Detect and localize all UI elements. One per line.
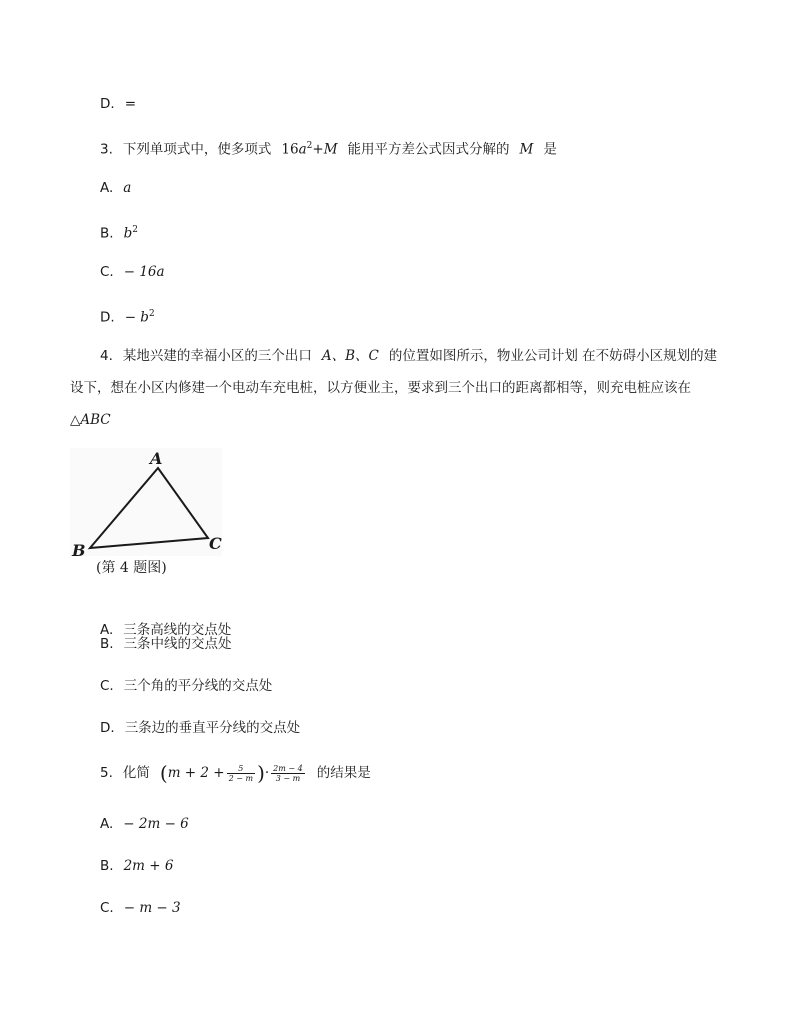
question-number: 5.	[100, 765, 113, 781]
option-text: 三个角的平分线的交点处	[123, 678, 273, 694]
question-number: 4.	[100, 348, 113, 364]
option-label: A.	[100, 622, 114, 638]
option-math: − 2m − 6	[123, 816, 189, 832]
option-label: D.	[100, 96, 115, 112]
vertex-label-b: B	[72, 541, 86, 560]
q3-option-b	[100, 220, 138, 244]
option-text: =	[124, 96, 136, 112]
triangle-abc: △ABC	[70, 412, 111, 428]
question-text: 的位置如图所示，物业公司计划 在不妨碍小区规划的建设下，想在小区内修建一个电动车充电桩，以方便业主，要求到三个出口的距离都相等，则充电桩应该在	[70, 348, 718, 396]
option-math: b	[123, 225, 133, 242]
option-text: 三条高线的交点处	[123, 622, 232, 638]
q3-option-d	[100, 304, 155, 328]
option-label: A.	[100, 180, 114, 196]
option-label: B.	[100, 225, 114, 242]
question-text: 能用平方差公式因式分解的	[347, 141, 510, 158]
expr-coef: 16	[281, 141, 299, 158]
fraction-2-numerator: 2m − 4	[273, 763, 303, 773]
q5-option-a	[100, 814, 189, 834]
option-math: a	[123, 180, 132, 196]
figure-background	[70, 448, 222, 556]
q5-option-c	[100, 898, 181, 918]
option-exp: 2	[132, 225, 138, 235]
option-math: − m − 3	[123, 900, 181, 916]
q4-option-b	[100, 634, 232, 654]
question-text: 某地兴建的幸福小区的三个出口	[122, 348, 312, 364]
option-label: B.	[100, 636, 114, 652]
option-label: A.	[100, 816, 114, 832]
expr-lead: m + 2 +	[167, 765, 225, 781]
option-math: − 16a	[123, 264, 165, 280]
question-4	[70, 340, 730, 436]
question-text: 是	[543, 141, 557, 158]
q3-option-c	[100, 262, 165, 282]
q4-option-d	[100, 718, 300, 738]
option-text: 三条边的垂直平分线的交点处	[124, 720, 301, 736]
fraction-1	[227, 764, 255, 783]
question-3	[100, 136, 557, 160]
question-text: 的结果是	[316, 765, 371, 781]
q5-option-b	[100, 856, 173, 876]
fraction-2	[271, 764, 305, 783]
figure-caption: (第 4 题图)	[96, 560, 167, 576]
option-label: C.	[100, 678, 114, 694]
q3-option-a	[100, 178, 131, 198]
multiply-dot: ·	[264, 765, 270, 781]
question-text: 下列单项式中，使多项式	[122, 141, 272, 158]
exit-points: A、B、C	[321, 348, 379, 364]
option-d-prev	[100, 94, 136, 114]
var-m: M	[519, 141, 534, 158]
vertex-label-c: C	[209, 534, 222, 553]
expr-var: a	[298, 141, 307, 158]
option-exp: 2	[148, 309, 155, 319]
option-text: 三条中线的交点处	[123, 636, 232, 652]
expr-m: M	[323, 141, 338, 158]
vertex-label-a: A	[150, 449, 163, 468]
question-number: 3.	[100, 141, 113, 158]
fraction-1-denominator: 2 − m	[228, 773, 254, 783]
triangle-figure	[70, 448, 230, 580]
question-5: 5. 化简 (m + 2 + $\frac{5}{2 - m}$ )· $\frac{2m - 4}{3 - m}$ 的结果是	[100, 761, 371, 785]
expr-plus: +	[312, 141, 324, 158]
option-label: D.	[100, 720, 115, 736]
option-label: C.	[100, 900, 114, 916]
option-label: B.	[100, 858, 114, 874]
question-text: 化简	[122, 765, 150, 781]
option-math: − b	[124, 309, 149, 326]
option-math: 2m + 6	[123, 858, 174, 874]
q4-option-c	[100, 676, 272, 696]
expr-exp: 2	[306, 141, 313, 151]
option-label: D.	[100, 309, 115, 326]
option-label: C.	[100, 264, 114, 280]
fraction-2-denominator: 3 − m	[275, 773, 301, 783]
fraction-1-numerator: 5	[227, 764, 255, 774]
